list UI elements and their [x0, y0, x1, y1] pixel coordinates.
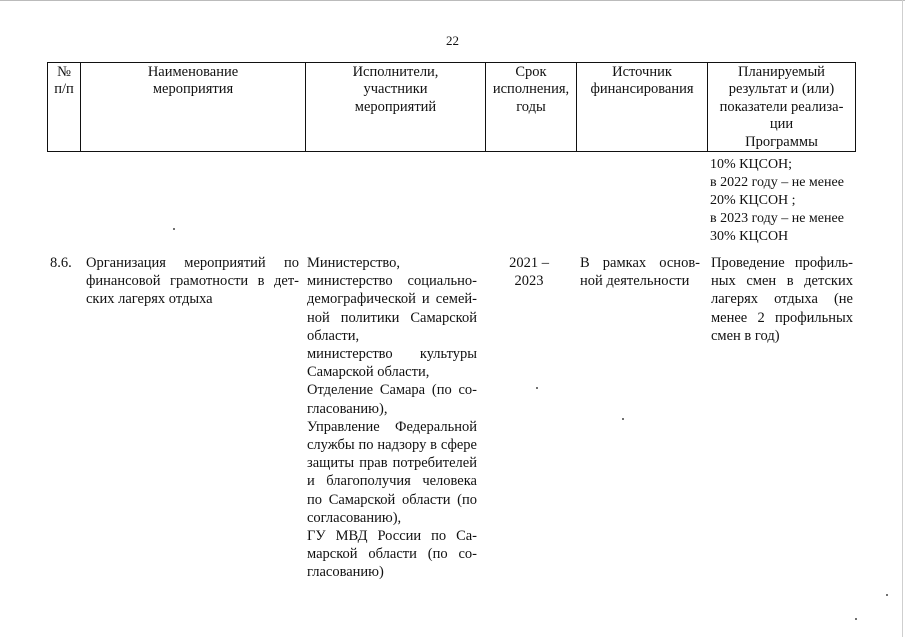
scan-top-edge: [0, 0, 905, 3]
result-line: менее 2 профильных: [711, 309, 853, 326]
scan-speck: [886, 594, 888, 596]
row-source: [580, 254, 700, 290]
continuation-line: 30% КЦСОН: [710, 229, 789, 244]
header-text: участники: [363, 81, 428, 98]
executor-line: согласованию),: [307, 509, 402, 526]
executor-line: демографической и семей-: [307, 291, 477, 308]
continuation-line: в 2023 году – не менее: [710, 211, 844, 226]
executor-line: министерство социально-: [307, 273, 477, 290]
header-text: результат и (или): [728, 81, 835, 98]
header-col-name: [81, 63, 306, 152]
page-number: 22: [446, 33, 459, 48]
header-text: годы: [516, 98, 546, 115]
executor-line: и благополучия человека: [307, 473, 477, 490]
row-result: [711, 254, 853, 345]
header-col-result: [708, 63, 856, 152]
executor-line: по Самарской области (по: [307, 491, 477, 508]
header-text: ции: [769, 116, 794, 133]
header-col-number: [48, 63, 81, 152]
executor-line: министерство культуры: [307, 346, 477, 363]
source-line: В рамках основ-: [580, 255, 700, 271]
header-text: мероприятия: [152, 81, 234, 98]
continuation-line: 20% КЦСОН ;: [710, 193, 796, 208]
header-text: финансирования: [590, 81, 694, 98]
executor-line: службы по надзору в сфере: [307, 437, 477, 454]
result-line: смен в год): [711, 327, 780, 344]
header-col-term: [486, 63, 577, 152]
header-text: мероприятий: [354, 98, 437, 115]
table-header: [47, 62, 856, 152]
header-col-executors: [306, 63, 486, 152]
executor-line: гласованию): [307, 564, 384, 581]
result-line: ных смен в детских: [711, 273, 853, 290]
header-text: п/п: [54, 81, 74, 98]
header-text: исполнения,: [492, 81, 570, 98]
header-text: Срок: [515, 64, 547, 80]
scan-right-edge: [902, 0, 903, 637]
name-line: финансовой грамотности в дет-: [86, 273, 299, 290]
row-name: [86, 254, 299, 309]
executor-line: Самарской области,: [307, 364, 430, 381]
executor-line: Отделение Самара (по со-: [307, 382, 477, 399]
executor-line: Управление Федеральной: [307, 418, 477, 435]
executor-line: Министерство,: [307, 255, 401, 271]
row-term: [494, 254, 564, 290]
continuation-line: в 2022 году – не менее: [710, 175, 844, 190]
name-line: ских лагерях отдыха: [86, 291, 213, 308]
executor-line: ГУ МВД России по Са-: [307, 528, 477, 545]
scan-speck: [855, 618, 857, 620]
result-line: лагерях отдыха (не: [711, 291, 853, 308]
executor-line: марской области (по со-: [307, 546, 477, 563]
header-text: №: [57, 64, 71, 80]
scan-speck: [173, 228, 175, 230]
scan-speck: [536, 387, 538, 389]
name-line: Организация мероприятий по: [86, 255, 299, 271]
header-row: [48, 63, 856, 152]
executor-line: гласованию),: [307, 400, 388, 417]
continuation-line: 10% КЦСОН;: [710, 157, 793, 172]
term-line: 2021 –: [509, 255, 549, 271]
result-continuation: [710, 156, 860, 246]
executor-line: ной политики Самарской: [307, 309, 477, 326]
header-text: Источник: [612, 64, 672, 80]
header-col-source: [577, 63, 708, 152]
source-line: ной деятельности: [580, 273, 690, 290]
header-text: Наименование: [147, 64, 239, 80]
header-text: Исполнители,: [352, 64, 439, 80]
row-number: 8.6.: [50, 255, 72, 271]
scan-speck: [622, 418, 624, 420]
header-text: Программы: [745, 133, 818, 150]
header-text: Планируемый: [738, 64, 825, 80]
row-executors: [307, 254, 477, 582]
executor-line: защиты прав потребителей: [307, 455, 477, 472]
result-line: Проведение профиль-: [711, 255, 853, 271]
executor-line: области,: [307, 327, 360, 344]
term-line: 2023: [514, 273, 544, 290]
header-text: показатели реализа-: [719, 98, 844, 115]
